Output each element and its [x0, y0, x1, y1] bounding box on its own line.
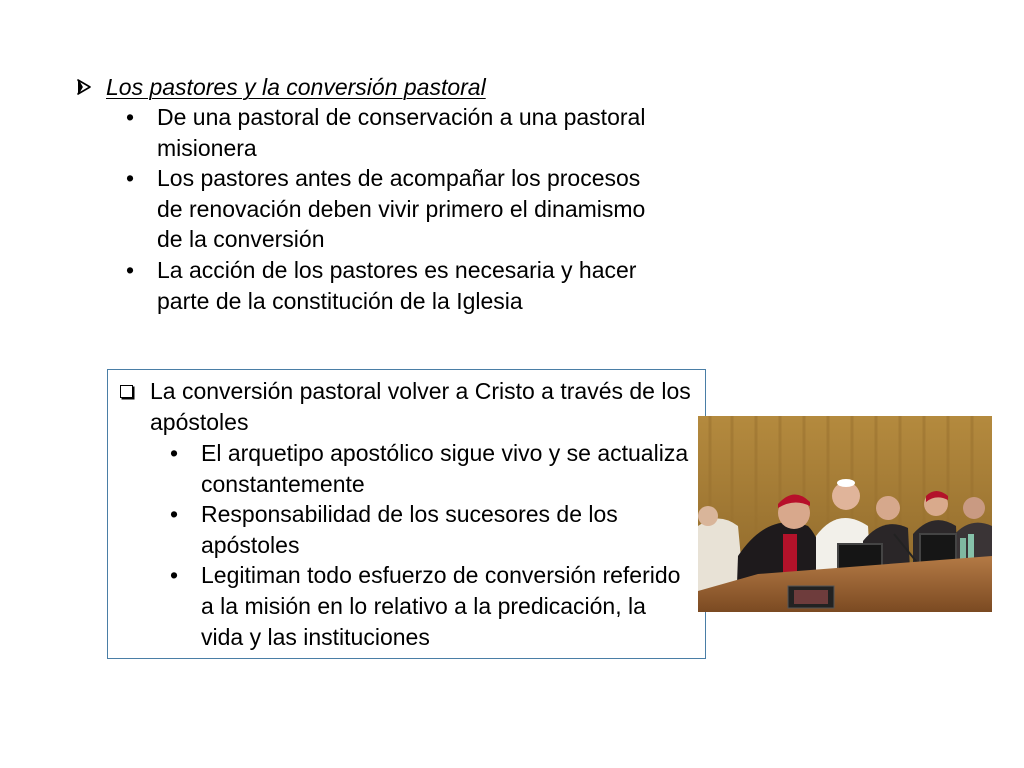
bullet-icon: • [170, 440, 179, 466]
section2-box [107, 369, 706, 659]
bullet-icon: • [126, 165, 135, 192]
list-item [126, 163, 646, 255]
list-item-text: Los pastores antes de acompañar los procesos de renovación deben vivir primero el dinamismo de la conversión [157, 165, 646, 253]
arrowhead-bullet-icon [76, 79, 106, 95]
list-item [170, 560, 690, 652]
bullet-icon: • [170, 562, 179, 589]
list-item-text: Legitiman todo esfuerzo de conversión referido a la misión en lo relativo a la predicación, la vida y las instituciones [201, 562, 681, 650]
checkbox-bullet-icon [120, 376, 150, 437]
list-item-text: La acción de los pastores es necesaria y hacer parte de la constitución de la Iglesia [157, 256, 637, 314]
section1-heading: Los pastores y la conversión pastoral [106, 74, 486, 100]
list-item [170, 499, 690, 560]
section2-heading-row [120, 376, 695, 437]
list-item-text: Responsabilidad de los sucesores de los apóstoles [201, 501, 618, 558]
bullet-icon: • [126, 104, 135, 130]
section1-list [126, 102, 646, 316]
list-item [126, 255, 646, 316]
list-item [170, 438, 690, 499]
bullet-icon: • [126, 256, 135, 283]
synod-meeting-photo [698, 416, 992, 612]
list-item [126, 102, 646, 163]
list-item-text: El arquetipo apostólico sigue vivo y se actualiza constantemente [201, 440, 689, 497]
section2-heading: La conversión pastoral volver a Cristo a través de los apóstoles [150, 378, 691, 435]
section1-heading-row [76, 71, 486, 103]
section2-list [170, 438, 690, 652]
list-item-text: De una pastoral de conservación a una pastoral misionera [157, 104, 646, 161]
bullet-icon: • [170, 501, 179, 528]
